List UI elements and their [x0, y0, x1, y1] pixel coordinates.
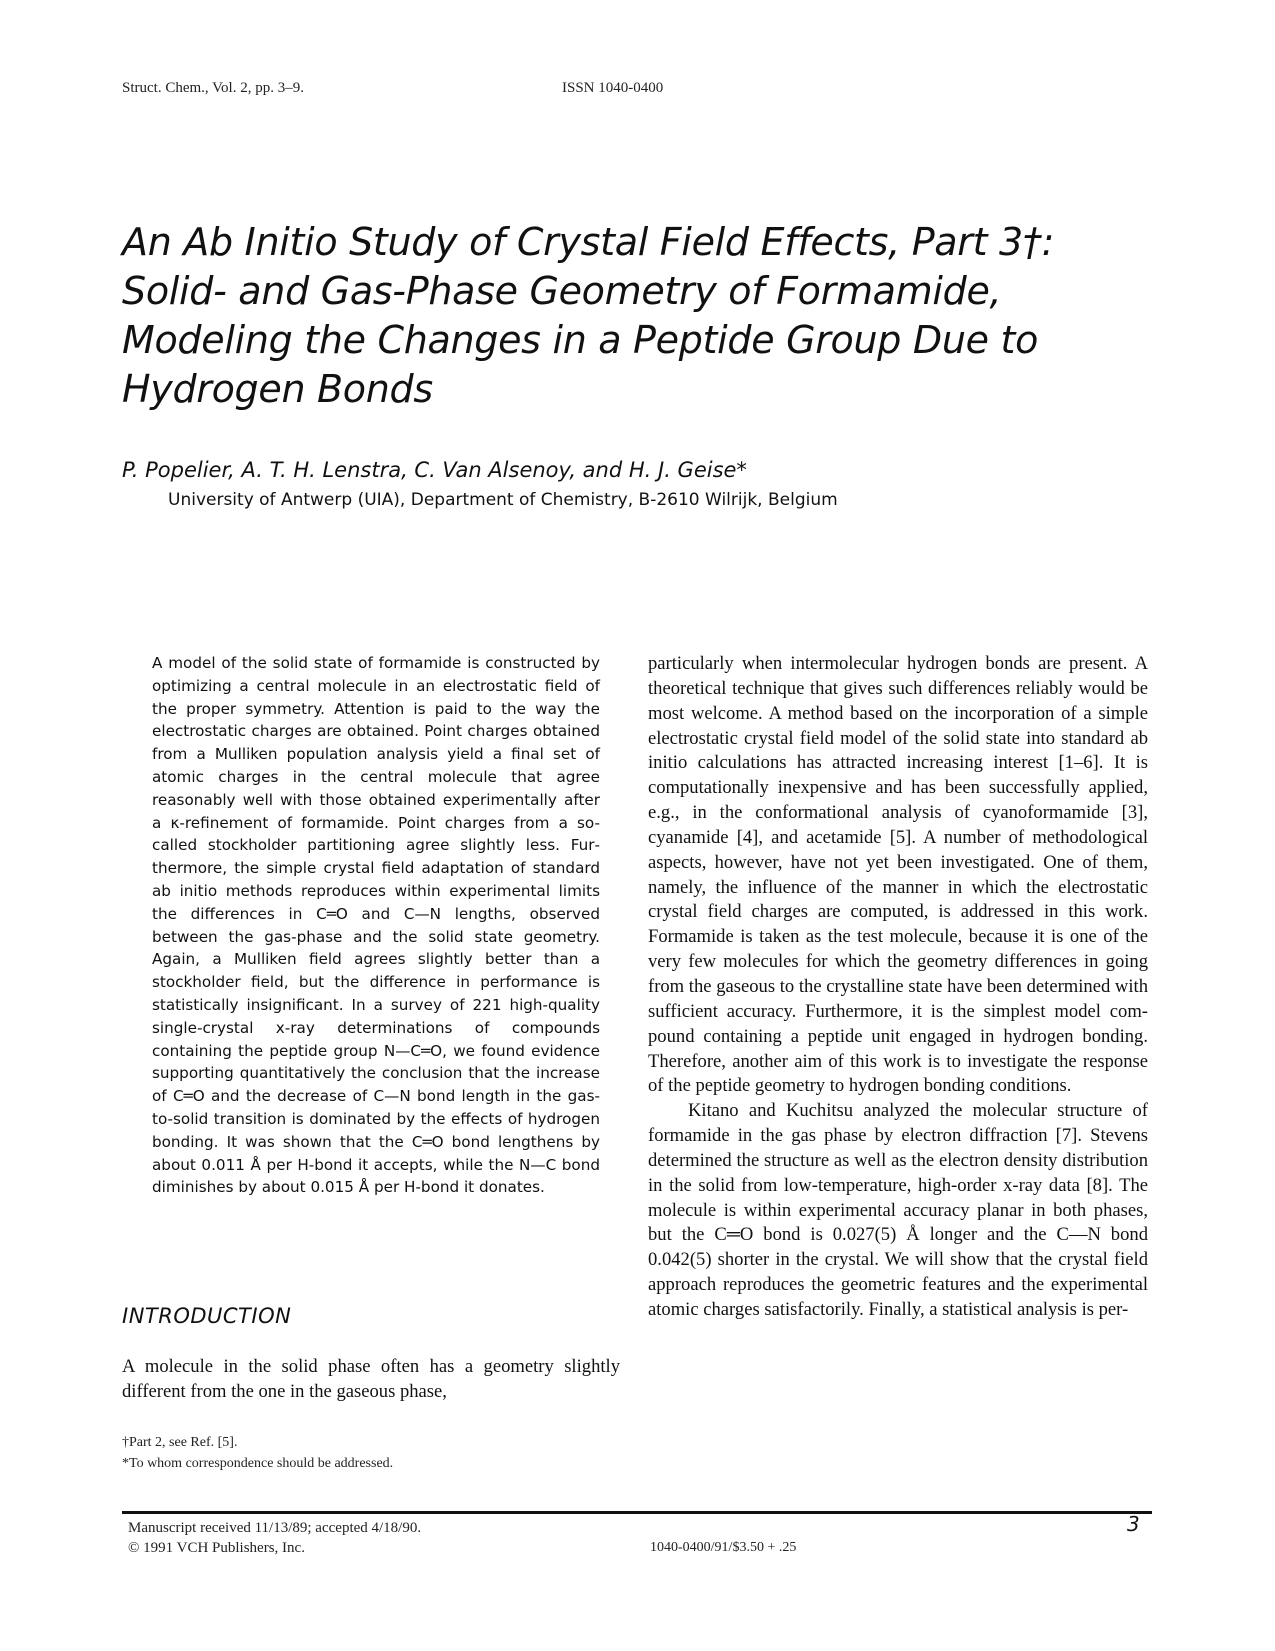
issn: ISSN 1040-0400 [562, 80, 664, 96]
authors: P. Popelier, A. T. H. Lenstra, C. Van Alsenoy, and H. J. Geise* [122, 458, 747, 482]
page-number: 3 [1127, 1512, 1140, 1536]
article-title [122, 218, 1162, 414]
right-column [648, 652, 1148, 1323]
affiliation: University of Antwerp (UIA), Department of Chemistry, B-2610 Wilrijk, Belgium [168, 490, 838, 510]
footnote: †Part 2, see Ref. [5]. [122, 1435, 238, 1450]
body-paragraph: particularly when intermolecular hydrogen bonds are present. A theoretical technique that gives such differences reliably would be most welcome. A method based on the incorporation of a simple electrostatic crystal field model of the solid state into standard ab initio calculations has attracted increasing interest [1–6]. It is computationally inexpensive and has been successfully applied, e.g., in the conformational analysis of cyanoformamide [3], cyanamide [4], and acetamide [5]. A number of methodological aspects, however, have not yet been investigated. One of them, namely, the influence of the manner in which the electrostatic crystal field charges are computed, is addressed in this work. Formamide is taken as the test molecule, because it is one of the very few molecules for which the geometry differences in going from the gaseous to the crystalline state have been determined with sufficient accuracy. Furthermore, it is the simplest model compound containing a peptide unit engaged in hydrogen bonding. Therefore, another aim of this work is to investigate the response of the peptide geometry to hydrogen bonding conditions. [648, 653, 1148, 1097]
footer-rule [122, 1511, 1152, 1514]
title-line: An Ab Initio Study of Crystal Field Effects, Part 3†: [122, 220, 1055, 264]
abstract: A model of the solid state of formamide is constructed by optimizing a central molecule in an electrostatic field of the proper symmetry. Attention is paid to the way the electrostatic charges are obtained. Point charges obtained from a Mulliken population analysis yield a final set of atomic charges in the central molecule that agree reasonably well with those obtained experimentally after a κ-refinement of formamide. Point charges from a so-called stockholder partitioning agree slightly less. Furthermore, the simple crystal field adaptation of standard ab initio methods reproduces within experimental limits the differences in C═O and C—N lengths, observed between the gas-phase and the solid state geometry. Again, a Mulliken field agrees slightly better than a stockholder field, but the difference in performance is statistically insignificant. In a survey of 221 high-quality single-crystal x-ray determinations of compounds containing the peptide group N—C═O, we found evidence supporting quantitatively the conclusion that the increase of C═O and the decrease of C—N bond length in the gas-to-solid transition is dominated by the effects of hydrogen bonding. It was shown that the C═O bond lengthens by about 0.011 Å per H-bond it accepts, while the N—C bond diminishes by about 0.015 Å per H-bond it donates. [152, 654, 600, 1197]
copyright: © 1991 VCH Publishers, Inc. [128, 1540, 305, 1556]
section-heading: INTRODUCTION [122, 1304, 292, 1328]
footnotes [122, 1432, 393, 1474]
intro-paragraph: A molecule in the solid phase often has a geometry slightly different from the one in the gaseous phase, [122, 1356, 620, 1402]
footnote: *To whom correspondence should be addressed. [122, 1456, 394, 1471]
journal-citation: Struct. Chem., Vol. 2, pp. 3–9. [122, 80, 304, 96]
price-code: 1040-0400/91/$3.50 + .25 [650, 1540, 797, 1555]
title-line: Solid- and Gas-Phase Geometry of Formamide, [122, 269, 1002, 313]
title-line: Hydrogen Bonds [122, 367, 433, 411]
title-line: Modeling the Changes in a Peptide Group Due to [122, 318, 1039, 362]
manuscript-dates: Manuscript received 11/13/89; accepted 4/18/90. [128, 1520, 422, 1536]
footer-notes [128, 1518, 421, 1558]
body-paragraph: Kitano and Kuchitsu analyzed the molecular structure of formamide in the gas phase by electron diffraction [7]. Stevens determined the structure as well as the electron density distribution in the solid from low-temperature, high-order x-ray data [8]. The molecule is within experimental accuracy planar in both phases, but the C═O bond is 0.027(5) Å longer and the C—N bond 0.042(5) shorter in the crystal. We will show that the crystal field approach reproduces the geometric features and the experimental atomic charges satisfactorily. Finally, a statistical analysis is per- [648, 1100, 1148, 1320]
